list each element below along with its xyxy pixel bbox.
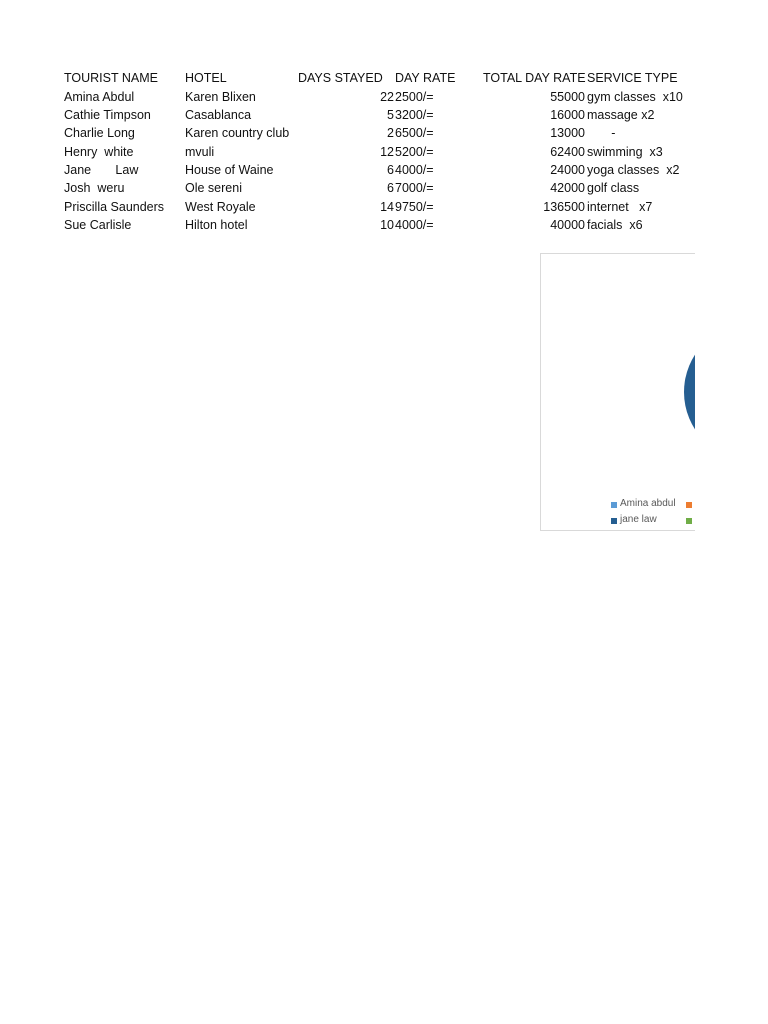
header-day-rate: DAY RATE	[395, 71, 456, 85]
pie-chart-canvas	[541, 254, 695, 530]
cell-day-rate: 7000/=	[395, 181, 434, 195]
cell-hotel: Hilton hotel	[185, 218, 248, 232]
cell-total-day-rate: 55000	[550, 90, 585, 104]
cell-tourist-name: Charlie Long	[64, 126, 135, 140]
cell-day-rate: 3200/=	[395, 108, 434, 122]
cell-tourist-name: Amina Abdul	[64, 90, 135, 104]
cell-service-type: gym classes x10	[587, 90, 683, 104]
cell-hotel: Karen country club	[185, 126, 290, 140]
cell-total-day-rate: 16000	[550, 108, 585, 122]
cell-total-day-rate: 24000	[550, 163, 585, 177]
cell-hotel: Casablanca	[185, 108, 252, 122]
cell-hotel: mvuli	[185, 145, 215, 159]
cell-day-rate: 6500/=	[395, 126, 434, 140]
cell-service-type: golf class	[587, 181, 640, 195]
cell-total-day-rate: 42000	[550, 181, 585, 195]
pie-chart[interactable]	[540, 253, 695, 531]
legend-label: Amina abdul	[620, 498, 676, 509]
cell-service-type: facials x6	[587, 218, 643, 232]
cell-days-stayed: 6	[387, 181, 394, 195]
legend-swatch	[611, 502, 617, 508]
cell-day-rate: 4000/=	[395, 218, 434, 232]
cell-days-stayed: 22	[380, 90, 394, 104]
cell-day-rate: 9750/=	[395, 200, 434, 214]
cell-days-stayed: 6	[387, 163, 394, 177]
cell-hotel: West Royale	[185, 200, 256, 214]
cell-days-stayed: 12	[380, 145, 394, 159]
cell-days-stayed: 2	[387, 126, 394, 140]
cell-tourist-name: Cathie Timpson	[64, 108, 151, 122]
cell-days-stayed: 10	[380, 218, 394, 232]
cell-hotel: Ole sereni	[185, 181, 242, 195]
legend-swatch	[686, 518, 692, 524]
cell-service-type: yoga classes x2	[587, 163, 680, 177]
cell-total-day-rate: 136500	[543, 200, 585, 214]
header-days-stayed: DAYS STAYED	[298, 71, 383, 85]
legend-swatch	[686, 502, 692, 508]
cell-tourist-name: Henry white	[64, 145, 134, 159]
cell-total-day-rate: 62400	[550, 145, 585, 159]
cell-total-day-rate: 40000	[550, 218, 585, 232]
cell-service-type: -	[587, 126, 616, 140]
cell-day-rate: 5200/=	[395, 145, 434, 159]
legend-swatch	[611, 518, 617, 524]
legend-label: jane law	[620, 514, 657, 525]
header-tourist-name: TOURIST NAME	[64, 71, 158, 85]
cell-total-day-rate: 13000	[550, 126, 585, 140]
cell-tourist-name: Josh weru	[64, 181, 125, 195]
cell-tourist-name: Jane Law	[64, 163, 139, 177]
cell-tourist-name: Priscilla Saunders	[64, 200, 165, 214]
pie-slice	[684, 323, 695, 461]
cell-hotel: Karen Blixen	[185, 90, 256, 104]
cell-day-rate: 4000/=	[395, 163, 434, 177]
cell-service-type: swimming x3	[587, 145, 663, 159]
cell-service-type: massage x2	[587, 108, 655, 122]
header-hotel: HOTEL	[185, 71, 227, 85]
cell-day-rate: 2500/=	[395, 90, 434, 104]
cell-hotel: House of Waine	[185, 163, 274, 177]
header-total-day-rate: TOTAL DAY RATE	[483, 71, 586, 85]
cell-days-stayed: 14	[380, 200, 394, 214]
cell-days-stayed: 5	[387, 108, 394, 122]
header-service-type: SERVICE TYPE	[587, 71, 678, 85]
cell-service-type: internet x7	[587, 200, 653, 214]
cell-tourist-name: Sue Carlisle	[64, 218, 132, 232]
